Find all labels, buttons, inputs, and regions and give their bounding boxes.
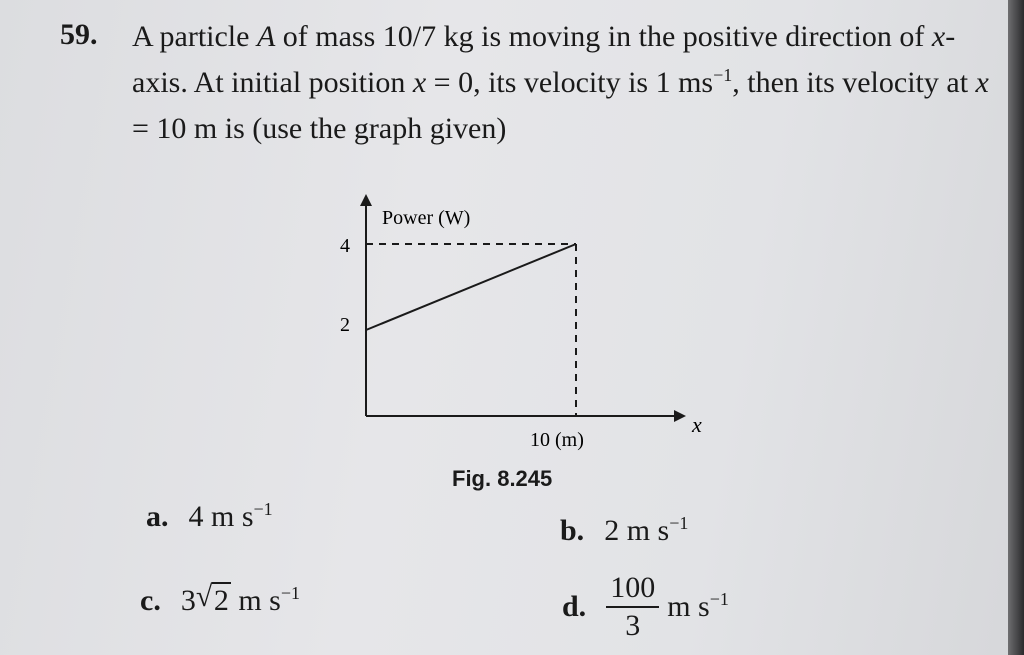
figure-caption: Fig. 8.245 — [452, 466, 553, 491]
option-b-value: 2 m $s^{-1}$ — [604, 513, 689, 547]
option-a-value: 4 m $s^{-1}$ — [188, 499, 273, 533]
sqrt-symbol: √ 2 — [195, 580, 229, 617]
x-axis-label: x — [692, 412, 702, 437]
page-edge — [1008, 0, 1024, 655]
option-b[interactable] — [560, 514, 688, 548]
option-d-label: d. — [562, 590, 587, 623]
option-c-value: 3 √ 2 m $s^{-1}$ — [180, 580, 300, 617]
y-tick-label-2: 2 — [340, 314, 350, 336]
option-d[interactable] — [562, 570, 729, 644]
y-axis-label: Power (W) — [382, 207, 471, 229]
option-d-unit: m $s^{-1}$ — [667, 589, 729, 623]
option-c-label: c. — [140, 584, 161, 617]
y-tick-label-4: 4 — [340, 235, 350, 257]
option-a[interactable] — [146, 500, 273, 534]
power-line — [366, 244, 576, 330]
option-c[interactable] — [140, 580, 300, 618]
question-number: 59. — [60, 18, 98, 51]
x-tick-label: 10 (m) — [530, 429, 584, 451]
y-axis-arrow — [360, 194, 372, 206]
question-text: A particle A of mass 10/7 kg is moving in the positive direction of x-axis. At initial position x = 0, its velocity is 1 $ms^{-1}$, then its velocity at x = 10 m is (use the graph given) — [132, 20, 989, 145]
x-axis-arrow — [674, 410, 686, 422]
option-b-label: b. — [560, 514, 585, 547]
option-d-fraction: $\frac{100}{3}$ — [606, 570, 659, 644]
power-graph — [300, 186, 720, 466]
option-a-label: a. — [146, 500, 169, 533]
